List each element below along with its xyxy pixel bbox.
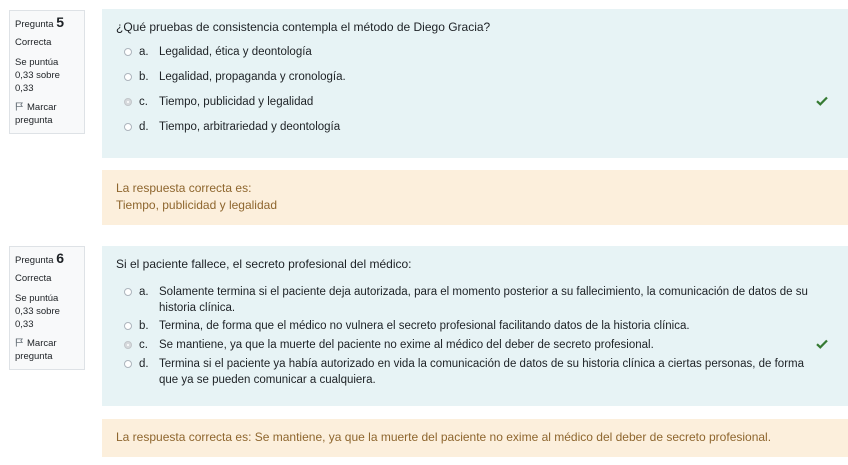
- answer-option-d[interactable]: [116, 356, 834, 388]
- answer-option-a[interactable]: [116, 44, 834, 60]
- answer-option-b[interactable]: [116, 69, 834, 85]
- question-text: Si el paciente fallece, el secreto profesional del médico:: [116, 257, 412, 271]
- question-text: ¿Qué pruebas de consistencia contempla el método de Diego Gracia?: [116, 20, 491, 34]
- answer-option-a[interactable]: [116, 284, 834, 316]
- radio-button-selected[interactable]: [124, 98, 132, 106]
- option-text: Tiempo, publicidad y legalidad: [159, 96, 314, 108]
- radio-button[interactable]: [124, 322, 132, 330]
- option-text: Termina, de forma que el médico no vulnera el secreto profesional facilitando datos de la historia clínica.: [159, 320, 690, 332]
- check-icon: [816, 96, 828, 106]
- radio-button[interactable]: [124, 48, 132, 56]
- radio-button[interactable]: [124, 288, 132, 296]
- radio-button[interactable]: [124, 360, 132, 368]
- correct-answer-feedback-5: [102, 170, 848, 225]
- flag-label: Marcar pregunta: [15, 102, 57, 126]
- correct-answer-feedback-6: [102, 419, 848, 457]
- flag-icon: [15, 338, 24, 347]
- option-letter: d.: [139, 358, 149, 370]
- answer-option-d[interactable]: [116, 119, 834, 135]
- option-text: Tiempo, arbitrariedad y deontología: [159, 121, 341, 133]
- flag-question-link[interactable]: [15, 337, 79, 363]
- option-letter: d.: [139, 121, 149, 133]
- question-number: Pregunta 5: [15, 14, 64, 30]
- question-grade: Se puntúa 0,33 sobre 0,33: [15, 57, 60, 94]
- option-letter: a.: [139, 286, 149, 298]
- option-letter: a.: [139, 46, 149, 58]
- answer-option-c[interactable]: [116, 94, 834, 110]
- flag-question-link[interactable]: [15, 101, 79, 127]
- answer-option-b[interactable]: [116, 318, 834, 334]
- option-text: Legalidad, ética y deontología: [159, 46, 312, 58]
- option-letter: b.: [139, 320, 149, 332]
- option-letter: c.: [139, 96, 148, 108]
- radio-button-selected[interactable]: [124, 341, 132, 349]
- question-formulation-6: [102, 246, 848, 406]
- question-grade: Se puntúa 0,33 sobre 0,33: [15, 293, 60, 330]
- radio-button[interactable]: [124, 123, 132, 131]
- question-formulation-5: [102, 9, 848, 158]
- feedback-heading: La respuesta correcta es:: [116, 181, 252, 195]
- option-text: Se mantiene, ya que la muerte del paciente no exime al médico del deber de secreto profesional.: [159, 339, 654, 351]
- answer-options: [116, 44, 834, 135]
- question-number: Pregunta 6: [15, 250, 64, 266]
- flag-icon: [15, 102, 24, 111]
- check-icon: [816, 339, 828, 349]
- option-text: Legalidad, propaganda y cronología.: [159, 71, 346, 83]
- question-state: Correcta: [15, 273, 52, 284]
- option-letter: b.: [139, 71, 149, 83]
- answer-options: [116, 284, 834, 388]
- option-letter: c.: [139, 339, 148, 351]
- question-info-6: [9, 246, 85, 370]
- option-text: Solamente termina si el paciente deja autorizada, para el momento posterior a su fallecimiento, la comunicación de datos de su historia clínica.: [159, 286, 808, 314]
- flag-label: Marcar pregunta: [15, 338, 57, 362]
- radio-button[interactable]: [124, 73, 132, 81]
- feedback-answer: Tiempo, publicidad y legalidad: [116, 198, 277, 212]
- option-text: Termina si el paciente ya había autorizado en vida la comunicación de datos de su historia clínica a ciertas personas, de forma que ya se pueden comunicar a cualquiera.: [159, 358, 804, 386]
- answer-option-c[interactable]: [116, 337, 834, 353]
- question-state: Correcta: [15, 37, 52, 48]
- question-info-5: [9, 10, 85, 134]
- feedback-answer: La respuesta correcta es: Se mantiene, ya que la muerte del paciente no exime al médico del deber de secreto profesional.: [116, 430, 772, 444]
